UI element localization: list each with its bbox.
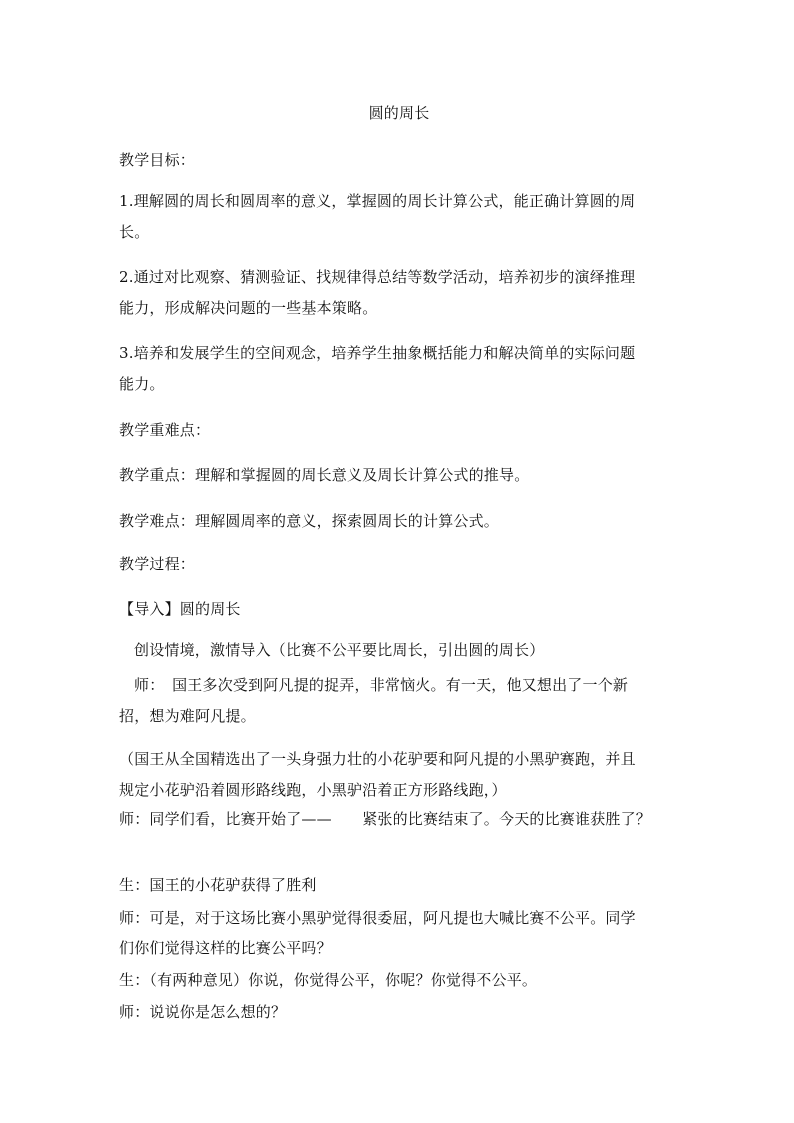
teacher-1-line-1: 师： 国王多次受到阿凡提的捉弄，非常恼火。有一天，他又想出了一个新 xyxy=(134,676,629,694)
key-point: 教学重点：理解和掌握圆的周长意义及周长计算公式的推导。 xyxy=(119,466,530,484)
objective-2-line-2: 能力，形成解决问题的一些基本策略。 xyxy=(119,299,378,317)
objective-1-line-2: 长。 xyxy=(119,223,150,241)
intro-scenario: 创设情境，激情导入（比赛不公平要比周长，引出圆的周长） xyxy=(134,641,545,659)
objective-1-line-1: 1.理解圆的周长和圆周率的意义，掌握圆的周长计算公式，能正确计算圆的周 xyxy=(119,192,636,210)
objective-3-line-1: 3.培养和发展学生的空间观念，培养学生抽象概括能力和解决简单的实际问题 xyxy=(119,344,636,362)
teacher-1-line-2: 招，想为难阿凡提。 xyxy=(119,707,256,725)
teacher-3-line-1: 师：可是，对于这场比赛小黑驴觉得很委屈，阿凡提也大喊比赛不公平。同学 xyxy=(119,909,636,927)
teacher-3-line-2: 们你们觉得这样的比赛公平吗？ xyxy=(119,939,332,957)
teacher-4: 师：说说你是怎么想的？ xyxy=(119,1003,287,1021)
objective-3-line-2: 能力。 xyxy=(119,375,165,393)
intro-heading: 【导入】圆的周长 xyxy=(119,600,241,618)
student-1: 生：国王的小花驴获得了胜利 xyxy=(119,876,317,894)
difficult-point: 教学难点：理解圆周率的意义，探索圆周长的计算公式。 xyxy=(119,512,500,530)
page-title-text: 圆的周长 xyxy=(368,104,430,122)
teacher-2: 师：同学们看，比赛开始了—— 紧张的比赛结束了。今天的比赛谁获胜了？ xyxy=(119,810,652,828)
student-2: 生：（有两种意见）你说，你觉得公平，你呢？你觉得不公平。 xyxy=(119,971,538,989)
story-line-1: （国王从全国精选出了一头身强力壮的小花驴要和阿凡提的小黑驴赛跑，并且 xyxy=(119,750,636,768)
page-title xyxy=(0,100,794,126)
process-heading: 教学过程： xyxy=(119,555,196,573)
story-line-2: 规定小花驴沿着圆形路线跑，小黑驴沿着正方形路线跑，） xyxy=(119,781,507,799)
key-points-heading: 教学重难点： xyxy=(119,421,211,439)
objective-2-line-1: 2.通过对比观察、猜测验证、找规律得总结等数学活动，培养初步的演绎推理 xyxy=(119,268,636,286)
objectives-heading: 教学目标： xyxy=(119,151,196,169)
